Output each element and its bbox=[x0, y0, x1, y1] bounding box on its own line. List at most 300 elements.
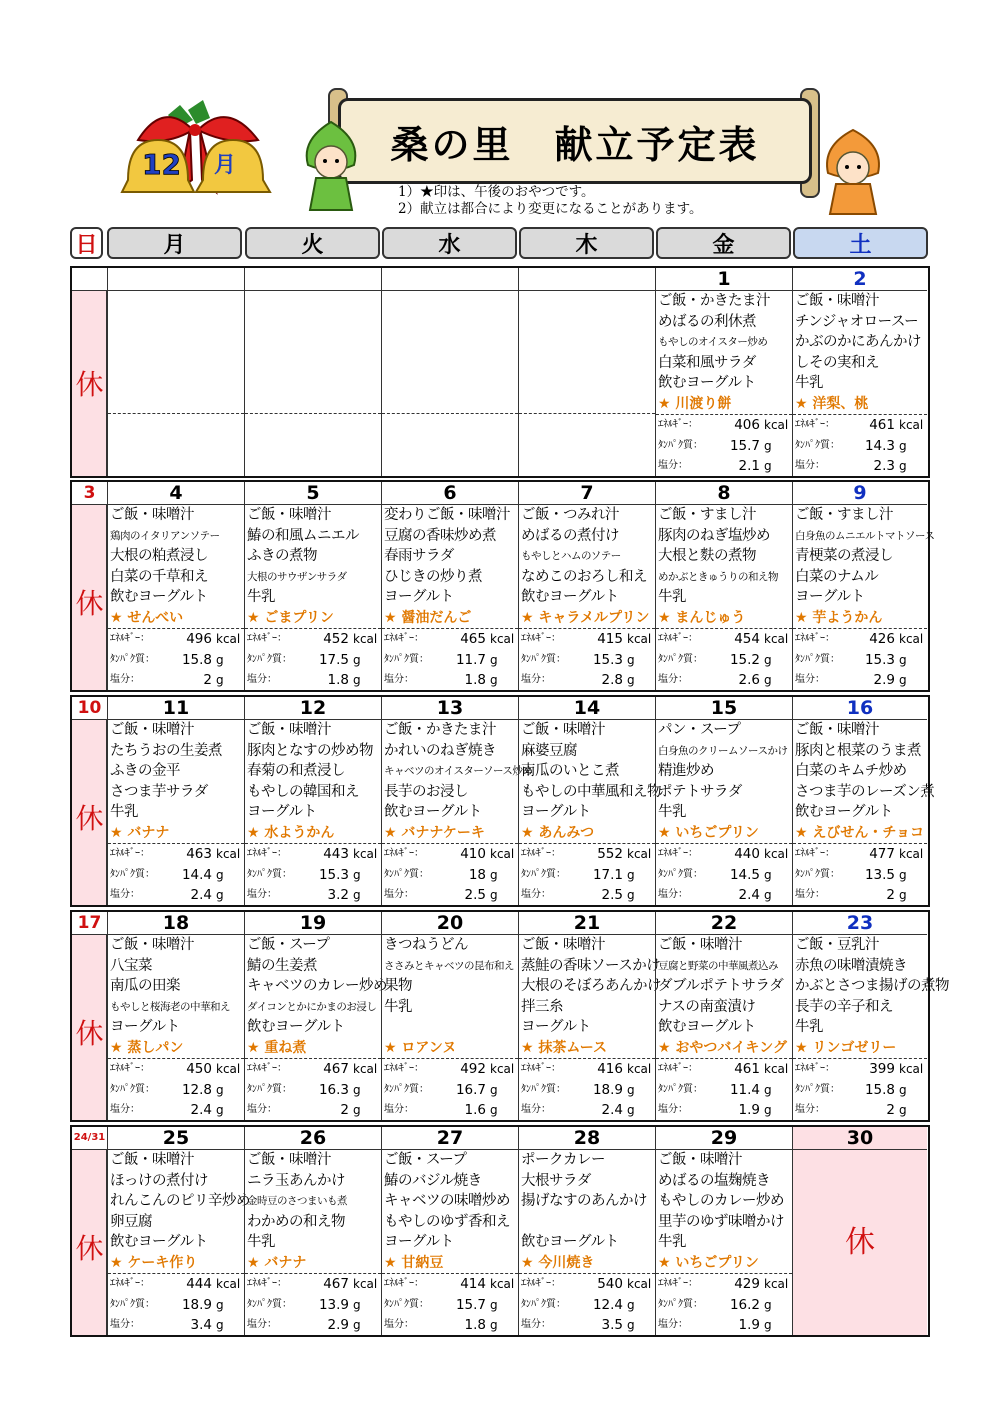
nutrition-value: 18.9 bbox=[181, 1296, 212, 1313]
nutrition-value: 406 bbox=[734, 417, 760, 433]
day-cell bbox=[655, 697, 792, 905]
menu-item: 鰆の和風ムニエル bbox=[247, 527, 359, 544]
nutrition-salt-row bbox=[382, 885, 518, 906]
nutrition-protein-row bbox=[519, 1080, 655, 1101]
nutrition-salt-row bbox=[245, 1315, 381, 1336]
menu-item: 飲むヨーグルト bbox=[658, 375, 756, 391]
afternoon-snack: ★ せんべい bbox=[110, 609, 184, 626]
nutrition-unit: kcal bbox=[353, 847, 378, 861]
menu-item: かれいのねぎ焼き bbox=[384, 742, 496, 759]
menu-list bbox=[245, 720, 381, 843]
menu-item: もやしとハムのソテー bbox=[521, 550, 621, 562]
nutrition-unit: g bbox=[216, 888, 224, 902]
nutrition-unit: g bbox=[764, 1318, 772, 1332]
nutrition-label: ﾀﾝﾊﾟｸ質： bbox=[384, 1083, 429, 1095]
nutrition-protein-row bbox=[793, 650, 927, 671]
menu-list bbox=[245, 505, 381, 628]
month-suffix: 月 bbox=[214, 153, 237, 178]
nutrition-info bbox=[245, 1273, 381, 1336]
menu-item: かぶのかにあんかけ bbox=[795, 334, 921, 350]
nutrition-value: 1.9 bbox=[738, 1317, 760, 1333]
nutrition-unit: g bbox=[764, 1082, 772, 1097]
nutrition-unit: kcal bbox=[490, 847, 515, 861]
nutrition-salt-row bbox=[245, 885, 381, 906]
menu-item: キャベツのオイスターソース炒め bbox=[384, 765, 533, 777]
nutrition-unit: g bbox=[216, 1297, 224, 1312]
nutrition-unit: g bbox=[899, 438, 907, 453]
nutrition-label: ｴﾈﾙｷﾞｰ： bbox=[247, 848, 287, 859]
nutrition-unit: g bbox=[627, 1318, 635, 1332]
menu-list bbox=[519, 720, 661, 843]
day-date bbox=[382, 268, 518, 291]
nutrition-unit: kcal bbox=[627, 632, 652, 646]
nutrition-info bbox=[656, 1058, 792, 1121]
nutrition-unit: g bbox=[764, 888, 772, 902]
sunday-date: 3 bbox=[72, 482, 107, 505]
nutrition-label: ｴﾈﾙｷﾞｰ： bbox=[247, 1063, 287, 1074]
nutrition-label: ﾀﾝﾊﾟｸ質： bbox=[384, 868, 429, 880]
nutrition-label: ｴﾈﾙｷﾞｰ： bbox=[658, 1063, 698, 1074]
nutrition-energy-row bbox=[656, 415, 792, 436]
menu-list bbox=[382, 935, 518, 1058]
nutrition-value: 415 bbox=[597, 631, 623, 647]
nutrition-value: 492 bbox=[460, 1061, 486, 1077]
sunday-date: 10 bbox=[72, 697, 107, 720]
menu-item: ヨーグルト bbox=[384, 589, 454, 605]
day-cell bbox=[518, 1127, 655, 1335]
nutrition-unit: g bbox=[490, 888, 498, 902]
week-row bbox=[70, 1125, 930, 1337]
afternoon-snack: ★ 洋梨、桃 bbox=[795, 395, 869, 412]
nutrition-energy-row bbox=[793, 844, 927, 865]
nutrition-unit: g bbox=[490, 867, 498, 882]
nutrition-label: 塩分： bbox=[795, 460, 825, 471]
nutrition-unit: g bbox=[899, 1103, 907, 1117]
nutrition-unit: kcal bbox=[899, 632, 924, 646]
day-cell bbox=[244, 1127, 381, 1335]
nutrition-unit: kcal bbox=[216, 632, 241, 646]
day-cell bbox=[792, 268, 927, 476]
day-cell bbox=[518, 912, 661, 1120]
nutrition-salt-row bbox=[519, 1100, 655, 1121]
menu-item: れんこんのピリ辛炒め bbox=[110, 1193, 250, 1209]
nutrition-value: 2 bbox=[340, 1102, 349, 1118]
nutrition-unit: g bbox=[764, 438, 772, 453]
menu-item: 豚肉と根菜のうま煮 bbox=[795, 742, 921, 759]
nutrition-label: ﾀﾝﾊﾟｸ質： bbox=[521, 1298, 566, 1310]
nutrition-unit: g bbox=[216, 1082, 224, 1097]
menu-item: 豚肉のねぎ塩炒め bbox=[658, 527, 770, 544]
nutrition-value: 540 bbox=[597, 1276, 623, 1292]
nutrition-value: 2 bbox=[203, 672, 212, 688]
nutrition-protein-row bbox=[519, 1295, 655, 1316]
menu-item: 飲むヨーグルト bbox=[110, 1234, 208, 1250]
day-cell bbox=[792, 482, 935, 690]
nutrition-value: 11.7 bbox=[455, 651, 486, 668]
nutrition-protein-row bbox=[245, 650, 381, 671]
menu-item: もやしの韓国和え bbox=[247, 783, 359, 800]
day-cell bbox=[244, 697, 381, 905]
nutrition-value: 11.4 bbox=[729, 1081, 760, 1098]
menu-item: ご飯・豆乳汁 bbox=[795, 937, 879, 953]
nutrition-value: 440 bbox=[734, 846, 760, 862]
title-banner bbox=[338, 98, 812, 184]
menu-item: ご飯・味噌汁 bbox=[795, 722, 879, 738]
nutrition-unit: g bbox=[899, 673, 907, 687]
menu-item: ポテトサラダ bbox=[658, 783, 742, 800]
nutrition-protein-row bbox=[108, 1295, 244, 1316]
menu-list bbox=[108, 935, 244, 1058]
menu-item: めかぶときゅうりの和え物 bbox=[658, 570, 778, 583]
nutrition-energy-row bbox=[656, 844, 792, 865]
menu-item: 拌三糸 bbox=[521, 998, 563, 1015]
sunday-column bbox=[72, 268, 107, 476]
menu-item: めばるの利休煮 bbox=[658, 313, 756, 330]
nutrition-unit: g bbox=[490, 673, 498, 687]
menu-item: 白菜和風サラダ bbox=[658, 354, 756, 371]
nutrition-energy-row bbox=[245, 629, 381, 650]
menu-item: めばるの塩麹焼き bbox=[658, 1172, 770, 1189]
nutrition-label: 塩分： bbox=[247, 889, 277, 900]
nutrition-value: 2.9 bbox=[327, 1317, 349, 1333]
day-date: 6 bbox=[382, 482, 518, 505]
nutrition-protein-row bbox=[382, 1080, 518, 1101]
nutrition-protein-row bbox=[108, 650, 244, 671]
nutrition-protein-row bbox=[382, 650, 518, 671]
nutrition-label: ﾀﾝﾊﾟｸ質： bbox=[384, 1298, 429, 1310]
nutrition-label: ﾀﾝﾊﾟｸ質： bbox=[658, 1298, 703, 1310]
menu-list bbox=[382, 505, 518, 628]
nutrition-unit: g bbox=[764, 1297, 772, 1312]
afternoon-snack: ★ キャラメルプリン bbox=[521, 609, 650, 626]
menu-item: キャベツのカレー炒め bbox=[247, 978, 387, 994]
nutrition-info bbox=[656, 628, 792, 691]
nutrition-label: ｴﾈﾙｷﾞｰ： bbox=[521, 1063, 561, 1074]
nutrition-value: 13.9 bbox=[318, 1296, 349, 1313]
nutrition-unit: g bbox=[490, 1103, 498, 1117]
nutrition-value: 15.7 bbox=[455, 1296, 486, 1313]
menu-list bbox=[382, 1150, 518, 1273]
nutrition-salt-row bbox=[245, 1100, 381, 1121]
nutrition-salt-row bbox=[793, 1100, 927, 1121]
menu-item: ご飯・スープ bbox=[247, 937, 330, 953]
day-cell bbox=[244, 268, 381, 476]
nutrition-value: 429 bbox=[734, 1276, 760, 1292]
nutrition-value: 2.6 bbox=[738, 672, 760, 688]
menu-item: もやしの中華風和え物 bbox=[521, 783, 661, 800]
menu-list bbox=[108, 1150, 250, 1273]
day-cell bbox=[655, 912, 792, 1120]
nutrition-label: ｴﾈﾙｷﾞｰ： bbox=[110, 1063, 150, 1074]
menu-item: 牛乳 bbox=[658, 804, 686, 820]
menu-item: 金時豆のさつまいも煮 bbox=[247, 1195, 347, 1207]
menu-list bbox=[245, 935, 387, 1058]
nutrition-label: ﾀﾝﾊﾟｸ質： bbox=[521, 868, 566, 880]
nutrition-value: 2.4 bbox=[190, 887, 212, 903]
menu-item: ご飯・味噌汁 bbox=[110, 937, 194, 953]
nutrition-value: 467 bbox=[323, 1061, 349, 1077]
nutrition-label: 塩分： bbox=[110, 674, 140, 685]
nutrition-label: 塩分： bbox=[110, 1104, 140, 1115]
day-date: 14 bbox=[519, 697, 655, 720]
nutrition-label: 塩分： bbox=[521, 889, 551, 900]
note-1: 1）★印は、午後のおやつです。 bbox=[398, 184, 595, 200]
nutrition-value: 15.8 bbox=[864, 1081, 895, 1098]
nutrition-info bbox=[245, 628, 381, 691]
nutrition-protein-row bbox=[108, 865, 244, 886]
menu-item: 精進炒め bbox=[658, 763, 714, 779]
menu-list bbox=[656, 505, 792, 628]
menu-item: ダイコンとかにかまのお浸し bbox=[247, 1000, 377, 1013]
nutrition-label: 塩分： bbox=[110, 1319, 140, 1330]
menu-item: ヨーグルト bbox=[384, 1234, 454, 1250]
nutrition-salt-row bbox=[108, 1100, 244, 1121]
nutrition-label: 塩分： bbox=[384, 889, 414, 900]
nutrition-label: 塩分： bbox=[795, 889, 825, 900]
menu-item: 牛乳 bbox=[110, 804, 138, 820]
page-title: 桑の里 献立予定表 bbox=[390, 122, 760, 167]
nutrition-info bbox=[793, 1058, 927, 1121]
nutrition-unit: g bbox=[490, 652, 498, 667]
nutrition-label: ﾀﾝﾊﾟｸ質： bbox=[658, 653, 703, 665]
week-row bbox=[70, 480, 935, 692]
menu-item: 南瓜の田楽 bbox=[110, 978, 180, 994]
nutrition-energy-row bbox=[108, 1059, 244, 1080]
nutrition-energy-row bbox=[656, 1274, 792, 1295]
nutrition-energy-row bbox=[245, 1274, 381, 1295]
nutrition-unit: g bbox=[764, 867, 772, 882]
nutrition-salt-row bbox=[245, 670, 381, 691]
nutrition-salt-row bbox=[656, 456, 792, 477]
nutrition-unit: kcal bbox=[899, 847, 924, 861]
nutrition-protein-row bbox=[656, 1080, 792, 1101]
nutrition-value: 16.3 bbox=[318, 1081, 349, 1098]
weekday-thursday: 木 bbox=[519, 227, 654, 259]
nutrition-label: 塩分： bbox=[658, 460, 688, 471]
nutrition-value: 15.3 bbox=[592, 651, 623, 668]
nutrition-protein-row bbox=[656, 436, 792, 457]
nutrition-value: 15.7 bbox=[729, 437, 760, 454]
week-row bbox=[70, 695, 935, 907]
menu-item: 大根のサウザンサラダ bbox=[247, 570, 347, 583]
day-cell bbox=[244, 482, 381, 690]
day-date: 2 bbox=[793, 268, 927, 291]
nutrition-info bbox=[108, 1058, 244, 1121]
nutrition-value: 399 bbox=[869, 1061, 895, 1077]
nutrition-label: ｴﾈﾙｷﾞｰ： bbox=[795, 419, 835, 430]
nutrition-value: 3.4 bbox=[190, 1317, 212, 1333]
menu-item: ご飯・すまし汁 bbox=[795, 507, 893, 523]
nutrition-unit: g bbox=[627, 1103, 635, 1117]
afternoon-snack: ★ 抹茶ムース bbox=[521, 1039, 608, 1056]
nutrition-energy-row bbox=[108, 1274, 244, 1295]
nutrition-label: ｴﾈﾙｷﾞｰ： bbox=[110, 633, 150, 644]
nutrition-unit: g bbox=[899, 867, 907, 882]
day-cell bbox=[381, 1127, 518, 1335]
nutrition-energy-row bbox=[793, 1059, 927, 1080]
nutrition-label: ｴﾈﾙｷﾞｰ： bbox=[658, 633, 698, 644]
nutrition-value: 1.8 bbox=[464, 1317, 486, 1333]
day-cell bbox=[518, 697, 661, 905]
nutrition-value: 461 bbox=[869, 417, 895, 433]
afternoon-snack: ★ 甘納豆 bbox=[384, 1254, 444, 1271]
menu-list bbox=[382, 720, 533, 843]
nutrition-energy-row bbox=[519, 844, 655, 865]
nutrition-protein-row bbox=[519, 865, 655, 886]
day-date: 18 bbox=[108, 912, 244, 935]
menu-list bbox=[245, 1150, 381, 1273]
afternoon-snack: ★ 川渡り餅 bbox=[658, 395, 732, 412]
menu-item: 飲むヨーグルト bbox=[110, 589, 208, 605]
nutrition-unit: g bbox=[899, 888, 907, 902]
day-date: 28 bbox=[519, 1127, 655, 1150]
nutrition-value: 14.4 bbox=[181, 866, 212, 883]
menu-item: 大根のそぼろあんかけ bbox=[521, 978, 661, 994]
nutrition-label: ﾀﾝﾊﾟｸ質： bbox=[247, 868, 292, 880]
menu-item: ナスの南蛮漬け bbox=[658, 998, 756, 1015]
nutrition-value: 15.8 bbox=[181, 651, 212, 668]
nutrition-protein-row bbox=[793, 865, 927, 886]
day-date bbox=[108, 268, 244, 291]
menu-list bbox=[793, 505, 935, 628]
nutrition-salt-row bbox=[656, 885, 792, 906]
nutrition-value: 12.4 bbox=[592, 1296, 623, 1313]
nutrition-unit: g bbox=[216, 1103, 224, 1117]
weekday-tuesday: 火 bbox=[245, 227, 380, 259]
holiday-closed-label: 休 bbox=[845, 1225, 875, 1260]
dashed-divider bbox=[108, 413, 244, 414]
nutrition-unit: kcal bbox=[764, 418, 789, 432]
nutrition-label: ﾀﾝﾊﾟｸ質： bbox=[795, 653, 840, 665]
nutrition-info bbox=[382, 843, 518, 906]
nutrition-info bbox=[108, 628, 244, 691]
nutrition-label: ｴﾈﾙｷﾞｰ： bbox=[658, 419, 698, 430]
nutrition-value: 15.3 bbox=[864, 651, 895, 668]
nutrition-value: 2.4 bbox=[601, 1102, 623, 1118]
day-date: 26 bbox=[245, 1127, 381, 1150]
nutrition-info bbox=[108, 1273, 244, 1336]
nutrition-value: 2.1 bbox=[738, 458, 760, 474]
nutrition-unit: kcal bbox=[764, 847, 789, 861]
menu-item: ご飯・味噌汁 bbox=[658, 937, 742, 953]
menu-item: ご飯・味噌汁 bbox=[110, 722, 194, 738]
nutrition-value: 2 bbox=[886, 887, 895, 903]
nutrition-value: 444 bbox=[186, 1276, 212, 1292]
menu-item: 変わりご飯・味噌汁 bbox=[384, 507, 510, 523]
nutrition-value: 2.8 bbox=[601, 672, 623, 688]
menu-item: ご飯・味噌汁 bbox=[795, 293, 879, 309]
menu-item: ご飯・味噌汁 bbox=[521, 722, 605, 738]
nutrition-value: 414 bbox=[460, 1276, 486, 1292]
menu-item: ヨーグルト bbox=[795, 589, 865, 605]
nutrition-info bbox=[519, 1058, 655, 1121]
nutrition-unit: g bbox=[353, 673, 361, 687]
nutrition-info bbox=[793, 843, 927, 906]
nutrition-label: 塩分： bbox=[521, 1319, 551, 1330]
day-cell bbox=[655, 1127, 792, 1335]
sunday-date: 17 bbox=[72, 912, 107, 935]
day-cell bbox=[381, 697, 533, 905]
nutrition-unit: g bbox=[353, 867, 361, 882]
menu-item: チンジャオロースー bbox=[795, 313, 919, 330]
nutrition-unit: kcal bbox=[899, 418, 924, 432]
menu-item: ささみとキャベツの昆布和え bbox=[384, 959, 514, 972]
nutrition-unit: g bbox=[353, 652, 361, 667]
menu-item: 飲むヨーグルト bbox=[658, 1019, 756, 1035]
weekday-sunday: 日 bbox=[70, 227, 103, 259]
nutrition-label: 塩分： bbox=[110, 889, 140, 900]
menu-item: ご飯・かきたま汁 bbox=[384, 722, 496, 738]
nutrition-value: 477 bbox=[869, 846, 895, 862]
menu-item: ふきの煮物 bbox=[247, 548, 317, 564]
menu-item: もやしのカレー炒め bbox=[658, 1193, 784, 1209]
menu-item: 里芋のゆず味噌かけ bbox=[658, 1213, 784, 1230]
nutrition-label: ｴﾈﾙｷﾞｰ： bbox=[384, 1063, 424, 1074]
menu-item: 牛乳 bbox=[247, 1234, 275, 1250]
nutrition-unit: g bbox=[899, 459, 907, 473]
menu-item: ひじきの炒り煮 bbox=[384, 568, 482, 585]
sunday-closed-label: 休 bbox=[75, 1232, 104, 1265]
menu-list bbox=[656, 1150, 792, 1273]
nutrition-info bbox=[519, 628, 655, 691]
menu-item: ご飯・スープ bbox=[384, 1152, 467, 1168]
menu-item: 牛乳 bbox=[795, 375, 823, 391]
day-date: 25 bbox=[108, 1127, 244, 1150]
afternoon-snack: ★ 今川焼き bbox=[521, 1254, 595, 1271]
menu-item: ダブルポテトサラダ bbox=[658, 978, 784, 994]
week-row bbox=[70, 910, 949, 1122]
nutrition-label: 塩分： bbox=[384, 674, 414, 685]
afternoon-snack: ★ 蒸しパン bbox=[110, 1039, 184, 1056]
menu-item: 白身魚のムニエルトマトソース bbox=[795, 529, 935, 542]
nutrition-energy-row bbox=[108, 844, 244, 865]
day-date: 23 bbox=[793, 912, 927, 935]
menu-item: 八宝菜 bbox=[110, 957, 152, 974]
menu-list bbox=[656, 291, 792, 414]
nutrition-unit: kcal bbox=[490, 632, 515, 646]
nutrition-value: 3.5 bbox=[601, 1317, 623, 1333]
menu-item: 飲むヨーグルト bbox=[521, 589, 619, 605]
nutrition-label: ﾀﾝﾊﾟｸ質： bbox=[110, 1298, 155, 1310]
nutrition-label: 塩分： bbox=[384, 1319, 414, 1330]
nutrition-value: 552 bbox=[597, 846, 623, 862]
nutrition-label: 塩分： bbox=[658, 1319, 688, 1330]
menu-list bbox=[519, 505, 655, 628]
nutrition-unit: g bbox=[764, 673, 772, 687]
nutrition-label: 塩分： bbox=[247, 674, 277, 685]
nutrition-unit: g bbox=[627, 1082, 635, 1097]
nutrition-unit: g bbox=[216, 652, 224, 667]
nutrition-unit: kcal bbox=[627, 847, 652, 861]
nutrition-unit: g bbox=[490, 1297, 498, 1312]
menu-item: 南瓜のいとこ煮 bbox=[521, 763, 619, 779]
nutrition-salt-row bbox=[656, 1100, 792, 1121]
weekday-wednesday: 水 bbox=[382, 227, 517, 259]
afternoon-snack: ★ えびせん・チョコ bbox=[795, 824, 925, 841]
nutrition-salt-row bbox=[108, 885, 244, 906]
afternoon-snack: ★ いちごプリン bbox=[658, 1254, 759, 1271]
nutrition-value: 2.5 bbox=[464, 887, 486, 903]
nutrition-unit: kcal bbox=[764, 632, 789, 646]
nutrition-unit: kcal bbox=[490, 1277, 515, 1291]
menu-item: 長芋の辛子和え bbox=[795, 998, 893, 1015]
nutrition-value: 2.4 bbox=[190, 1102, 212, 1118]
afternoon-snack: ★ まんじゅう bbox=[658, 609, 746, 626]
day-date: 5 bbox=[245, 482, 381, 505]
nutrition-protein-row bbox=[793, 436, 927, 457]
day-date: 12 bbox=[245, 697, 381, 720]
nutrition-value: 465 bbox=[460, 631, 486, 647]
